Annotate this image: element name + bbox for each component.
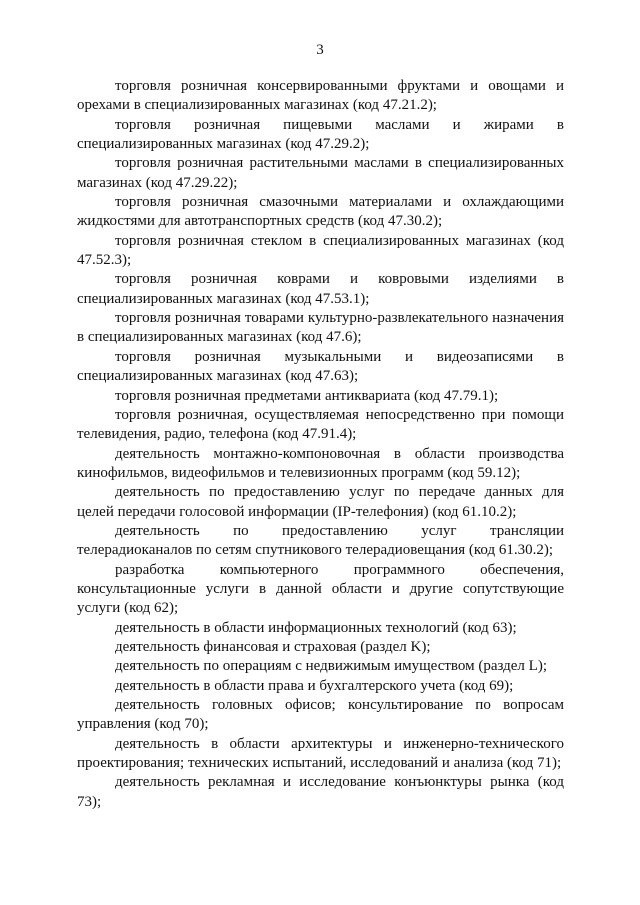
list-item: деятельность по предоставлению услуг трансляции телерадиоканалов по сетям спутникового телерадиовещания (код 61.30.2); [77, 522, 564, 559]
list-item: деятельность монтажно-компоновочная в области производства кинофильмов, видеофильмов и телевизионных программ (код 59.12); [77, 445, 564, 481]
list-item: торговля розничная, осуществляемая непосредственно при помощи телевидения, радио, телефона (код 47.91.4); [77, 406, 564, 443]
list-item: деятельность в области права и бухгалтерского учета (код 69); [115, 677, 514, 694]
list-item: торговля розничная смазочными материалами и охлаждающими жидкостями для автотранспортных средств (код 47.30.2); [77, 194, 564, 230]
list-item: торговля розничная предметами антиквариата (код 47.79.1); [115, 387, 499, 404]
list-item: деятельность рекламная и исследование конъюнктуры рынка (код 73); [77, 774, 564, 810]
page-number: 3 [316, 42, 324, 58]
list-item: деятельность в области архитектуры и инженерно-технического проектирования; технических испытаний, исследований и анализа (код 71); [77, 735, 564, 772]
list-item: деятельность по операциям с недвижимым имуществом (раздел L); [115, 658, 547, 675]
list-item: деятельность финансовая и страховая (раздел K); [115, 638, 431, 655]
list-item: торговля розничная пищевыми маслами и жирами в специализированных магазинах (код 47.29.2); [77, 116, 564, 153]
list-item: деятельность в области информационных технологий (код 63); [115, 619, 517, 636]
list-item: торговля розничная растительными маслами в специализированных магазинах (код 47.29.22); [77, 155, 564, 191]
list-item: торговля розничная музыкальными и видеозаписями в специализированных магазинах (код 47.63); [77, 348, 564, 385]
list-item: торговля розничная товарами культурно-развлекательного назначения в специализированных магазинах (код 47.6); [77, 310, 564, 346]
list-item: деятельность головных офисов; консультирование по вопросам управления (код 70); [77, 697, 564, 733]
list-item: разработка компьютерного программного обеспечения, консультационные услуги в данной области и другие сопутствующие услуги (код 62); [77, 561, 564, 617]
list-item: торговля розничная коврами и ковровыми изделиями в специализированных магазинах (код 47.53.1); [77, 271, 564, 307]
list-item: торговля розничная консервированными фруктами и овощами и орехами в специализированных магазинах (код 47.21.2); [77, 78, 564, 114]
list-item: торговля розничная стеклом в специализированных магазинах (код 47.52.3); [77, 232, 564, 269]
document-body [77, 77, 564, 812]
list-item: деятельность по предоставлению услуг по передаче данных для целей передачи голосовой информации (IP-телефония) (код 61.10.2); [77, 484, 564, 520]
